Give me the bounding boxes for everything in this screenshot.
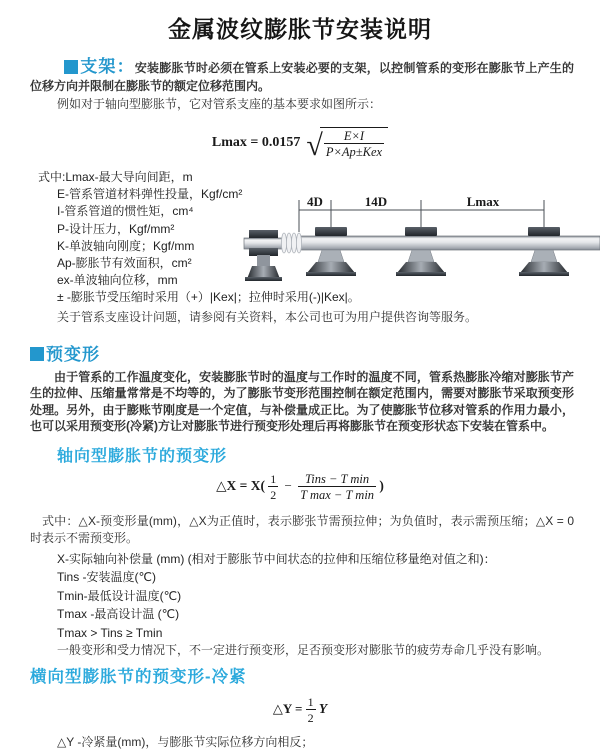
lateral-half-fraction: $\frac{1}{2}$	[307, 695, 314, 726]
support-intro-paragraph	[30, 58, 574, 95]
axial-item: X-实际轴向补偿量 (mm) (相对于膨胀节中间状态的拉伸和压缩位移量绝对值之和)：	[57, 551, 496, 566]
radicand	[320, 127, 388, 159]
lmax-formula-lhs: Lmax = 0.0157	[211, 135, 301, 150]
axial-formula-rhs: )	[379, 477, 384, 493]
predeform-section-heading: 预变形	[30, 340, 600, 365]
bellows-icon	[281, 233, 301, 253]
section-marker-icon	[30, 347, 44, 361]
minus-operator: −	[284, 477, 292, 493]
dim-label-lmax: Lmax	[466, 194, 500, 209]
dim-label-14d: 14D	[364, 194, 388, 209]
support-section-heading: 支架：	[80, 57, 135, 76]
support-example-line: 例如对于轴向型膨胀节，它对管系支座的基本要求如图所示：	[57, 97, 382, 111]
anchor-support	[245, 230, 282, 281]
pipe-stub	[244, 238, 284, 249]
definition-item: ± -膨胀节受压缩时采用（+）|Kex|；拉伸时采用(-)|Kex|。	[57, 290, 360, 305]
lateral-formula-rhs: Y	[318, 701, 328, 717]
radical-sign: √	[306, 129, 323, 162]
predeform-body-paragraph: 由于管系的工作温度变化，安装膨胀节时的温度与工作时的温度不同，管系热膨胀冷缩对膨胀节产生的拉伸、压缩量常常是不均等的，为了膨胀节变形范围控制在额定范围内，需要对膨胀节采取预变形处理。另外，由于膨账节刚度是一个定值，与补偿量成正比。为了使膨胀节位移对管系的作用力最小，也可以采用预变形(冷紧)方让对膨胀节进行预变形处理后再将膨胀节在预变形状态下安装在管系中。	[30, 369, 574, 434]
axial-explanation: 式中：△X-预变形量(mm)，△X为正值时，表示膨张节需预拉伸；为负值时，表示需预压缩；△X = 0时表示不需预变形。	[30, 513, 574, 545]
lateral-formula	[0, 695, 600, 725]
definition-item: K-单波轴向刚度；Kgf/mm	[57, 238, 195, 253]
axial-items-list	[57, 550, 600, 643]
axial-item: Tmax -最高设计温 (℃)	[57, 607, 180, 622]
page-title: 金属波纹膨胀节安装说明	[168, 16, 432, 42]
support-intro-text: 安装膨胀节时必须在管系上安装必要的支架，以控制管系的变形在膨胀节上产生的位移方向并限制在膨胀节的额定位移范围内。	[30, 61, 574, 93]
axial-formula	[0, 472, 600, 508]
lateral-note-line: △Y -冷紧量(mm)，与膨胀节实际位移方向相反；	[57, 735, 314, 750]
axial-item: Tmax > Tins ≥ Tmin	[57, 625, 163, 640]
lmax-fraction-numerator: E×I	[343, 129, 365, 143]
definition-item: Ap-膨胀节有效面积，cm²	[57, 256, 192, 271]
axial-item: Tmin-最低设计温度(℃)	[57, 588, 182, 603]
dim-label-4d: 4D	[307, 194, 323, 209]
support-note-line: 关于管系支座设计问题，请参阅有关资料，本公司也可为用户提供咨询等服务。	[57, 309, 478, 324]
axial-temp-fraction: $\frac{\text{Tins − T min}}{\text{T max − T min}}$	[300, 471, 375, 502]
sqrt-expression	[306, 127, 388, 162]
definition-item: ex-单波轴向位移，mm	[57, 273, 178, 288]
definition-item: E-管系管道材料弹性投量，Kgf/cm²	[57, 187, 243, 202]
lateral-section-heading: 横向型膨胀节的预变形-冷紧	[30, 668, 247, 687]
definition-item: 式中:Lmax-最大导向间距，m	[38, 170, 193, 184]
axial-half-fraction: $\frac{1}{2}$	[270, 471, 277, 502]
axial-section-heading: 轴向型膨胀节的预变形	[57, 447, 228, 465]
guide-support-3	[519, 227, 569, 276]
axial-formula-lhs: △X = X(	[216, 477, 265, 493]
guide-support-1	[306, 227, 356, 276]
axial-item: Tins -安装温度(℃)	[57, 570, 157, 585]
lmax-fraction	[324, 129, 384, 159]
definition-item: P-设计压力，Kgf/mm²	[57, 221, 175, 236]
lmax-fraction-denominator: P×Ap±Kex	[325, 145, 383, 159]
axial-closing-line: 一般变形和受力情况下，不一定进行预变形，足否预变形对膨胀节的疲劳寿命几乎没有影响。	[57, 643, 550, 658]
pipe-support-diagram	[244, 192, 600, 287]
guide-support-2	[396, 227, 446, 276]
section-marker-icon	[64, 60, 78, 74]
lmax-formula	[0, 127, 600, 165]
lateral-formula-lhs: △Y =	[272, 701, 303, 717]
definition-item: I-管系管道的惯性矩，cm⁴	[57, 204, 194, 219]
pipe-main	[298, 236, 600, 250]
